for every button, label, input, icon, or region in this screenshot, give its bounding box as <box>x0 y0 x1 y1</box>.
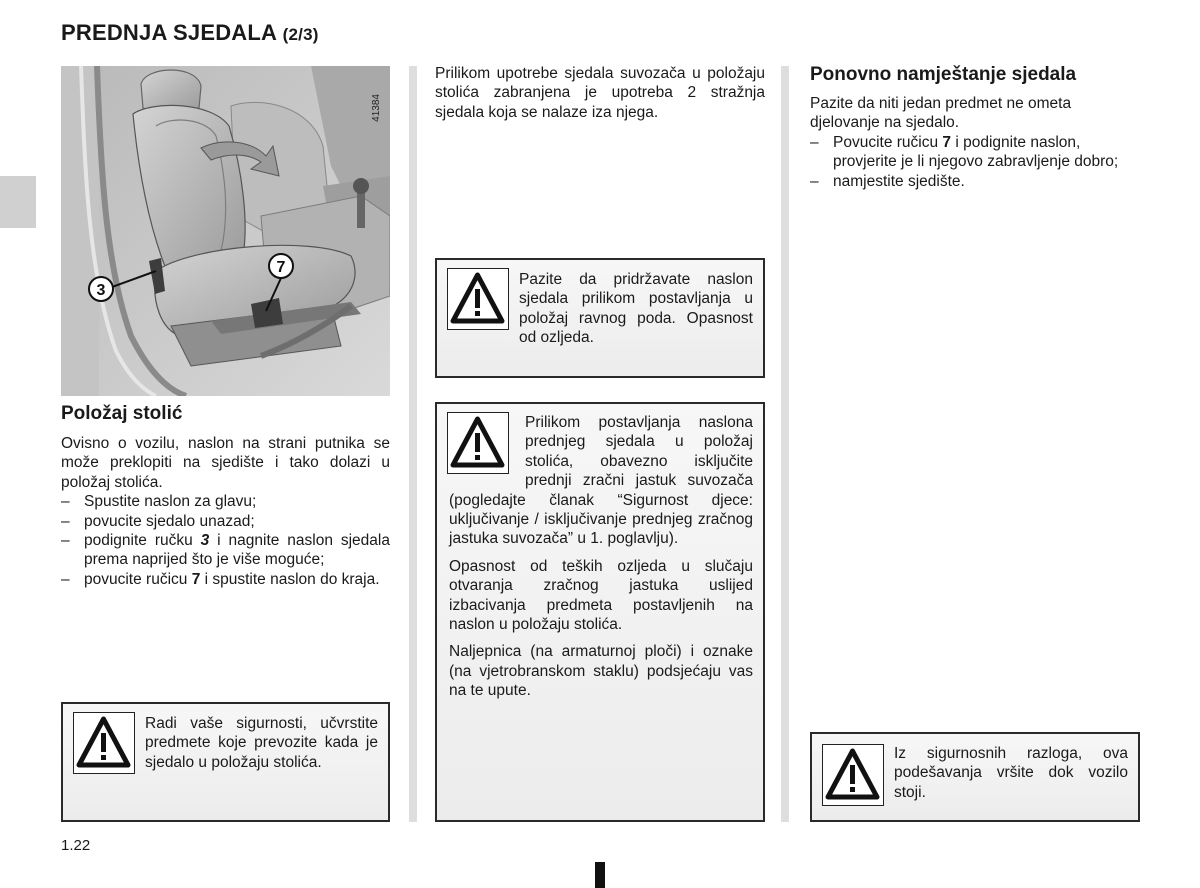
right-steps-list <box>810 133 1140 191</box>
section-heading-table-position: Položaj stolić <box>61 403 183 424</box>
warning-box-hold-backrest <box>435 258 765 378</box>
list-item: – podignite ručku 3 i nagnite naslon sjedala prema naprijed što je više moguće; <box>61 531 390 570</box>
page-title-suffix: (2/3) <box>282 25 319 44</box>
warning-text-block <box>449 413 753 701</box>
right-intro-paragraph: Pazite da niti jedan predmet ne ometa djelovanje na sjedalo. <box>810 95 1072 132</box>
callout-7-label: 7 <box>276 259 286 276</box>
warning-text: Pazite da pridržavate naslon sjedala prilikom postavljanja u položaj ravnog poda. Opasnost od ozljeda. <box>519 271 753 347</box>
page-title <box>61 20 319 46</box>
left-column-body <box>61 434 390 589</box>
list-item: – povucite ručicu 7 i spustite naslon do kraja. <box>61 570 390 589</box>
callout-3 <box>89 277 113 301</box>
page-bottom-marker <box>595 862 605 888</box>
warning-text: Radi vaše sigurnosti, učvrstite predmete koje prevozite kada je sjedalo u položaju stolića. <box>145 715 378 771</box>
page-title-text: PREDNJA SJEDALA <box>61 20 277 45</box>
warning-box-vehicle-stationary <box>810 732 1140 822</box>
seat-illustration <box>61 66 390 396</box>
left-steps-list <box>61 492 390 589</box>
column-separator <box>781 66 789 822</box>
page-number: 1.22 <box>61 837 91 854</box>
warning-triangle-icon <box>822 744 884 806</box>
column-separator <box>409 66 417 822</box>
list-item: – povucite sjedalo unazad; <box>61 512 390 531</box>
warning-triangle-icon <box>73 712 135 774</box>
chapter-tab-marker <box>0 176 36 228</box>
warning-paragraph: Naljepnica (na armaturnoj ploči) i oznake (na vjetrobranskom staklu) podsjećaju vas na te upute. <box>449 643 753 700</box>
left-intro-paragraph: Ovisno o vozilu, naslon na strani putnika se može preklopiti na sjedište i tako dolazi u položaj stolića. <box>61 435 390 491</box>
list-item: – Povucite ručicu 7 i podignite naslon, provjerite je li njegovo zabravljenje dobro; <box>810 133 1140 172</box>
middle-intro-paragraph: Prilikom upotrebe sjedala suvozača u položaju stolića zabranjena je upotreba 2 stražnja sjedala koja se nalaze iza njega. <box>435 65 765 121</box>
list-item: – Spustite naslon za glavu; <box>61 492 390 511</box>
list-item: – namjestite sjedište. <box>810 172 1140 191</box>
callout-7 <box>269 254 293 278</box>
warning-paragraph: Prilikom postavljanja naslona prednjeg sjedala u položaj stolića, obavezno isključite prednji zračni jastuk suvozača (pogledajte članak “Sigurnost djece: uključivanje / isključivanje prednjeg zračnog jastuka suvozača” u 1. poglavlju). <box>449 414 753 548</box>
warning-box-airbag <box>435 402 765 822</box>
warning-box-safety-objects <box>61 702 390 822</box>
right-column-body <box>810 94 1140 191</box>
figure-reference-number: 41384 <box>371 94 382 122</box>
warning-paragraph: Opasnost od teških ozljeda u slučaju otvaranja zračnog jastuka uslijed izbacivanja predmeta postavljenih na naslon u položaju stolića. <box>449 557 753 634</box>
seat-drawing <box>61 66 390 396</box>
warning-triangle-icon <box>447 268 509 330</box>
callout-3-label: 3 <box>96 282 106 299</box>
warning-text: Iz sigurnosnih razloga, ova podešavanja vršite dok vozilo stoji. <box>894 745 1128 801</box>
section-heading-readjust: Ponovno namještanje sjedala <box>810 64 1077 85</box>
